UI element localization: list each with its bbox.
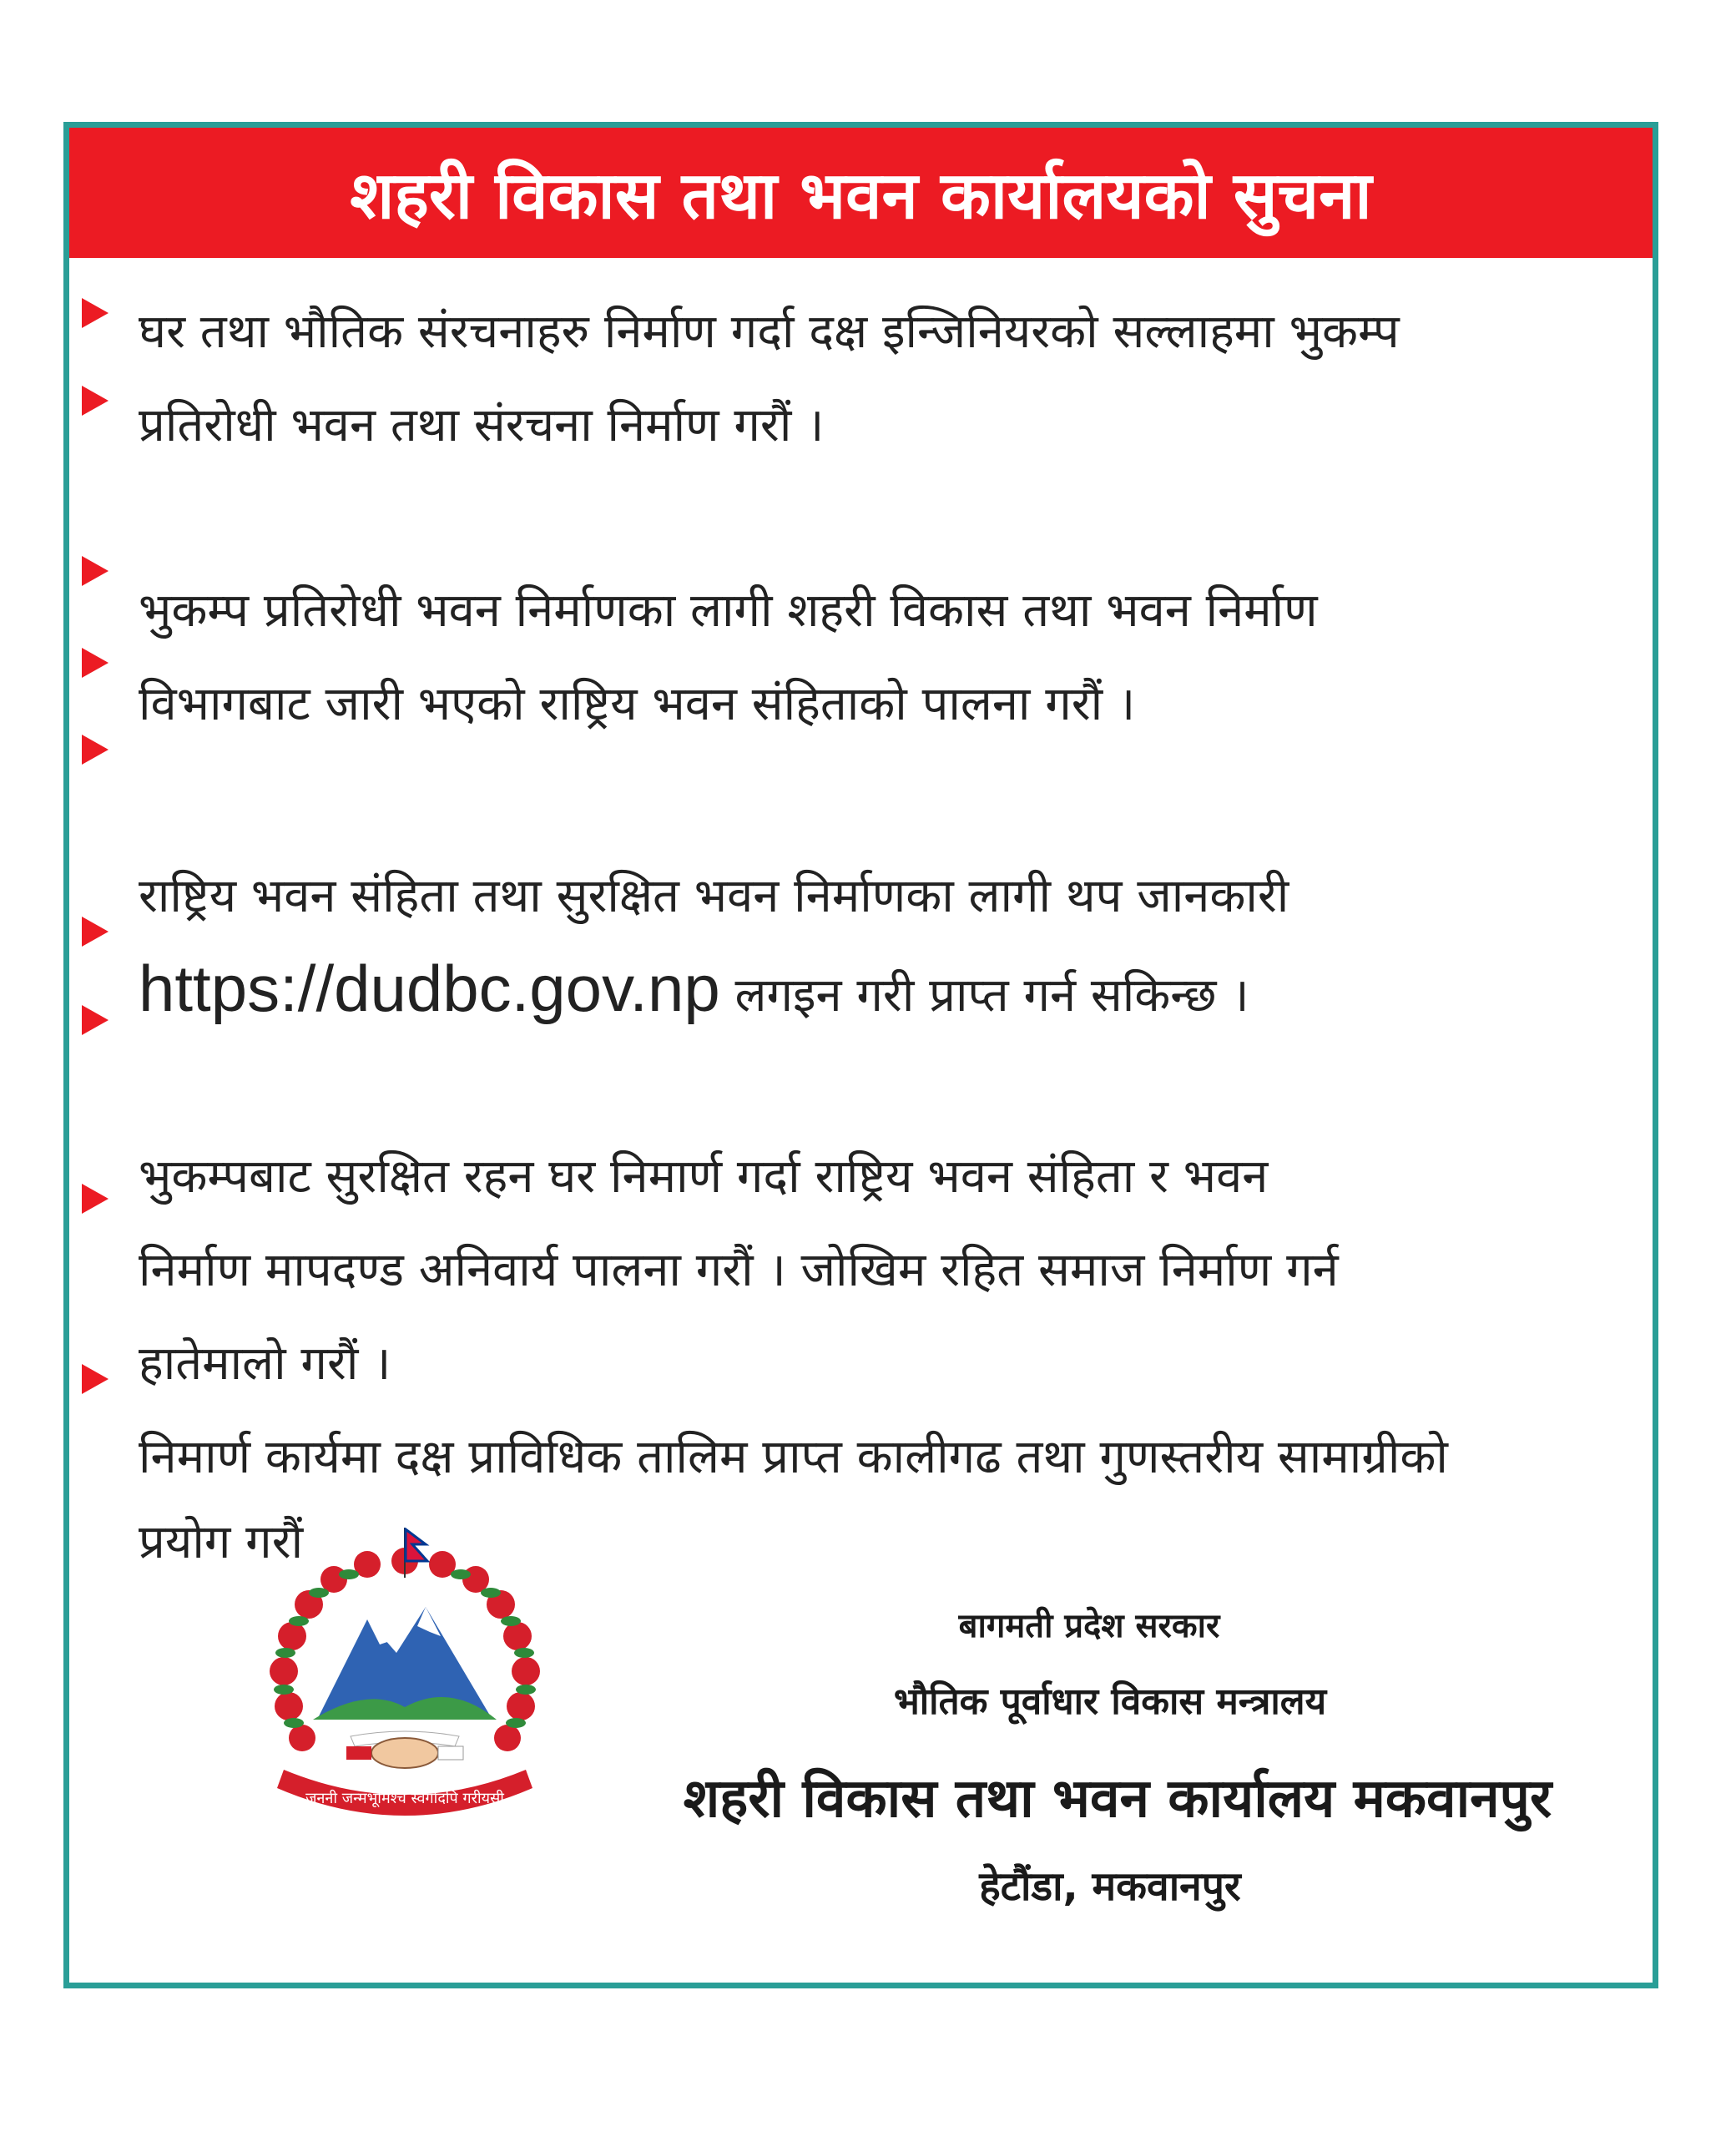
bullet-arrow-icon bbox=[82, 298, 108, 328]
emblem-graphic bbox=[250, 1528, 559, 1828]
bullet-arrow-icon bbox=[82, 648, 108, 678]
paragraph-line: प्रतिरोधी भवन तथा संरचना निर्माण गरौं । bbox=[139, 398, 825, 452]
paragraph-line: भुकम्प प्रतिरोधी भवन निर्माणका लागी शहरी विकास तथा भवन निर्माण bbox=[139, 584, 1318, 638]
bullet-arrow-icon bbox=[82, 386, 108, 416]
paragraph-line-rest: लगइन गरी प्राप्त गर्न सकिन्छ । bbox=[719, 968, 1249, 1023]
paragraph-line: भुकम्पबाट सुरक्षित रहन घर निमार्ण गर्दा राष्ट्रिय भवन संहिता र भवन bbox=[139, 1149, 1269, 1204]
notice-title: शहरी विकास तथा भवन कार्यालयको सुचना bbox=[350, 159, 1372, 234]
paragraph-line: राष्ट्रिय भवन संहिता तथा सुरक्षित भवन निर्माणका लागी थप जानकारी bbox=[139, 869, 1289, 923]
bullet-arrow-icon bbox=[82, 1005, 108, 1035]
dudbc-website-link[interactable]: https://dudbc.gov.np bbox=[139, 952, 720, 1025]
bullet-arrow-icon bbox=[82, 917, 108, 947]
bullet-arrow-icon bbox=[82, 1364, 108, 1394]
signature-line-1: बागमती प्रदेश सरकार bbox=[958, 1607, 1220, 1645]
bullet-arrow-icon bbox=[82, 556, 108, 586]
paragraph-line: हातेमालो गरौं । bbox=[139, 1336, 391, 1391]
paragraph-line: घर तथा भौतिक संरचनाहरु निर्माण गर्दा दक्ष इन्जिनियरको सल्लाहमा भुकम्प bbox=[139, 305, 1400, 359]
bullet-arrow-icon bbox=[82, 1184, 108, 1214]
signature-line-2: भौतिक पूर्वाधार विकास मन्त्रालय bbox=[893, 1680, 1327, 1723]
paragraph-line: विभागबाट जारी भएको राष्ट्रिय भवन संहिताको पालना गरौं । bbox=[139, 677, 1136, 731]
title-banner bbox=[69, 128, 1653, 258]
paragraph-line bbox=[139, 952, 1249, 1029]
paragraph-line: निमार्ण कार्यमा दक्ष प्राविधिक तालिम प्राप्त कालीगढ तथा गुणस्तरीय सामाग्रीको bbox=[139, 1430, 1448, 1484]
nepal-emblem bbox=[250, 1528, 559, 1828]
signature-line-3: शहरी विकास तथा भवन कार्यालय मकवानपुर bbox=[683, 1768, 1552, 1830]
paragraph-line: प्रयोग गरौं bbox=[139, 1515, 304, 1569]
signature-line-4: हेटौंडा, मकवानपुर bbox=[979, 1863, 1241, 1910]
emblem-motto: जननी जन्मभूमिश्च स्वर्गादपि गरीयसी bbox=[305, 1790, 504, 1807]
bullet-arrow-icon bbox=[82, 735, 108, 765]
paragraph-line: निर्माण मापदण्ड अनिवार्य पालना गरौं । जोखिम रहित समाज निर्माण गर्न bbox=[139, 1243, 1339, 1297]
